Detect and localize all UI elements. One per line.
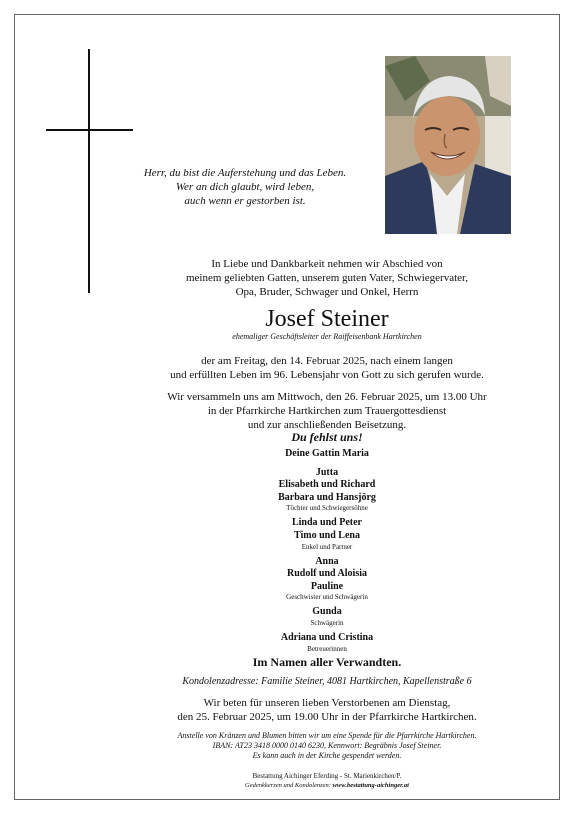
death-line: und erfüllten Leben im 96. Lebensjahr von Gott zu sich gerufen wurde. [170, 369, 484, 381]
family-group-label: Betreuerinnen [307, 644, 347, 653]
family-sisterinlaw: Gunda [312, 606, 342, 618]
family-child: Elisabeth und Richard [278, 479, 376, 491]
family-sibling: Anna [315, 555, 339, 567]
family-carers: Adriana und Cristina [280, 631, 374, 643]
family-group-label: Geschwister und Schwägerin [286, 593, 368, 602]
intro-line: In Liebe und Dankbarkeit nehmen wir Abschied von [211, 258, 443, 270]
family-wife: Deine Gattin Maria [285, 448, 369, 459]
deceased-subtitle: ehemaliger Geschäftsleiter der Raiffeisenbank Hartkirchen [232, 332, 422, 341]
family-sibling: Pauline [310, 580, 344, 592]
funeral-home-web [100, 781, 554, 790]
quote-line: auch wenn er gestorben ist. [184, 195, 306, 207]
funeral-home-name: Bestattung Aichinger Eferding - St. Marienkirchen/P. [252, 772, 402, 780]
service-line: Wir versammeln uns am Mittwoch, den 26. Februar 2025, um 13.00 Uhr [167, 391, 487, 403]
donation-line: Es kann auch in der Kirche gespendet werden. [252, 751, 402, 760]
rosary-line: den 25. Februar 2025, um 19.00 Uhr in der Pfarrkirche Hartkirchen. [177, 711, 477, 723]
service-line: und zur anschließenden Beisetzung. [247, 419, 407, 431]
family-child: Barbara und Hansjörg [278, 491, 376, 503]
farewell-intro [100, 257, 554, 299]
donation-line: Anstelle von Kränzen und Blumen bitten wir um eine Spende für die Pfarrkirche Hartkirchen. [177, 731, 477, 740]
website-link[interactable]: www.bestattung-aichinger.at [332, 782, 409, 789]
family-group-label: Enkel und Partner [301, 542, 353, 551]
family-list [100, 448, 554, 658]
family-sibling: Rudolf und Aloisia [286, 568, 368, 580]
donation-line: IBAN: AT23 3418 0000 0140 6230, Kennwort: Begräbnis Josef Steiner. [212, 741, 442, 750]
donation-info [100, 731, 554, 761]
intro-line: meinem geliebten Gatten, unserem guten Vater, Schwiegervater, [185, 272, 469, 284]
family-child: Jutta [315, 466, 339, 478]
family-grandchild: Linda und Peter [291, 517, 362, 529]
quote-line: Herr, du bist die Auferstehung und das Leben. [143, 167, 347, 179]
cross-vertical-bar [88, 49, 90, 293]
family-group-label: Töchter und Schwiegersöhne [286, 504, 368, 513]
portrait-photo [385, 56, 511, 234]
deceased-name: Josef Steiner [265, 306, 389, 332]
death-notice [100, 354, 554, 382]
web-prefix: Gedenkkerzen und Kondolenzen: [245, 782, 331, 789]
closing-line: Im Namen aller Verwandten. [252, 655, 402, 669]
cross-horizontal-bar [46, 129, 133, 131]
quote-line: Wer an dich glaubt, wird leben, [175, 181, 315, 193]
funeral-service-info [100, 390, 554, 432]
death-line: der am Freitag, den 14. Februar 2025, nach einem langen [201, 355, 453, 367]
rosary-info [100, 696, 554, 724]
missed-heading: Du fehlst uns! [291, 430, 363, 444]
bible-quote [120, 166, 370, 208]
condolence-address: Kondolenzadresse: Familie Steiner, 4081 Hartkirchen, Kapellenstraße 6 [182, 676, 472, 687]
intro-line: Opa, Bruder, Schwager und Onkel, Herrn [235, 286, 419, 298]
rosary-line: Wir beten für unseren lieben Verstorbenen am Dienstag, [203, 697, 451, 709]
service-line: in der Pfarrkirche Hartkirchen zum Trauergottesdienst [207, 405, 447, 417]
family-grandchild: Timo und Lena [294, 529, 360, 541]
family-group-label: Schwägerin [310, 618, 344, 627]
